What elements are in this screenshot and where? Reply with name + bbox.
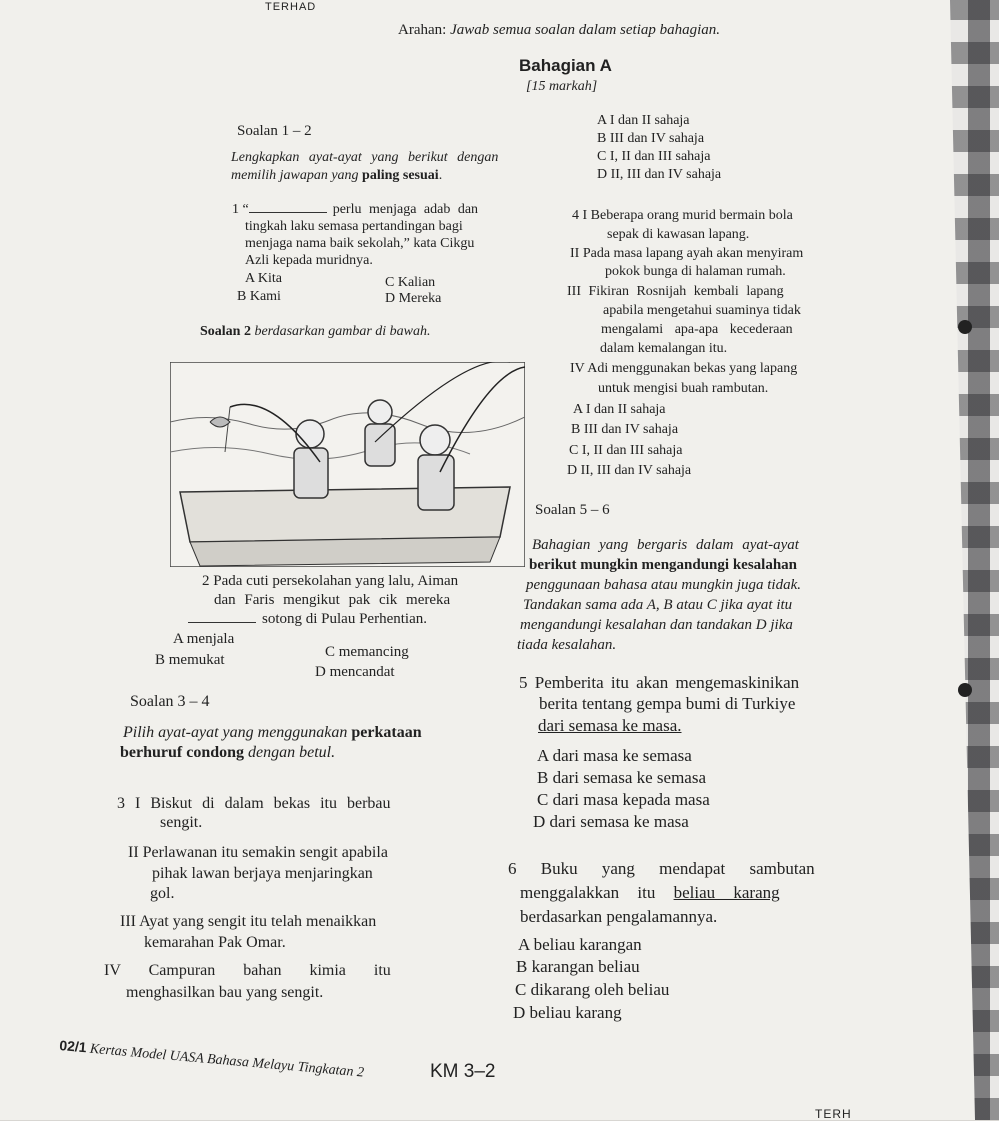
q4-statement-1: 4 I Beberapa orang murid bermain bola: [572, 208, 793, 223]
q5-line3-underlined: dari semasa ke masa.: [538, 716, 682, 735]
q3-statement-3-cont: kemarahan Pak Omar.: [144, 934, 286, 951]
q1-option-d[interactable]: D Mereka: [385, 291, 442, 306]
q3-statement-4-cont: menghasilkan bau yang sengit.: [126, 984, 324, 1001]
soalan-5-6-line5: mengandungi kesalahan dan tandakan D jika: [520, 617, 793, 633]
section-title: Bahagian A: [519, 56, 612, 75]
soalan-5-6-heading: Soalan 5 – 6: [535, 502, 610, 518]
q2-option-d[interactable]: D mencandat: [315, 664, 395, 680]
q4-statement-2: II Pada masa lapang ayah akan menyiram: [570, 246, 804, 261]
top-option-b[interactable]: B III dan IV sahaja: [597, 131, 705, 146]
q1-line4: Azli kepada muridnya.: [245, 253, 373, 268]
q4-statement-3-cont: apabila mengetahui suaminya tidak: [603, 303, 801, 318]
soalan-5-6-line3: penggunaan bahasa atau mungkin juga tidak.: [526, 577, 801, 593]
q3-statement-3: III Ayat yang sengit itu telah menaikkan: [120, 913, 377, 930]
q1-line1: 1 “ perlu menjaga adab dan: [232, 202, 479, 217]
soalan-5-6-line1: Bahagian yang bergaris dalam ayat-ayat: [532, 537, 799, 553]
soalan-3-4-instruction-line1: Pilih ayat-ayat yang menggunakan perkataan: [123, 724, 422, 741]
soalan-5-6-line2: berikut mungkin mengandungi kesalahan: [529, 557, 798, 573]
q4-statement-4-cont: untuk mengisi buah rambutan.: [598, 381, 769, 396]
restricted-label-bottom: TERH: [815, 1107, 852, 1121]
instruction: Arahan: Jawab semua soalan dalam setiap bahagian.: [398, 22, 721, 38]
q3-statement-1: 3 I Biskut di dalam bekas itu berbau: [117, 795, 391, 812]
q6-option-a[interactable]: A beliau karangan: [518, 935, 642, 954]
q4-option-b[interactable]: B III dan IV sahaja: [571, 422, 679, 437]
q5-option-d[interactable]: D dari semasa ke masa: [533, 812, 689, 831]
q6-option-b[interactable]: B karangan beliau: [516, 957, 640, 976]
q5-option-a[interactable]: A dari masa ke semasa: [537, 746, 692, 765]
q1-line2: tingkah laku semasa pertandingan bagi: [245, 219, 463, 234]
q2-line3: sotong di Pulau Perhentian.: [188, 612, 427, 627]
q4-statement-3: III Fikiran Rosnijah kembali lapang: [567, 284, 784, 299]
q3-statement-2-cont: pihak lawan berjaya menjaringkan: [152, 865, 373, 882]
soalan-1-2-instruction-line1: Lengkapkan ayat-ayat yang berikut dengan: [231, 150, 499, 165]
soalan-3-4-instruction-line2: berhuruf condong dengan betul.: [120, 744, 336, 761]
q4-statement-2-cont: pokok bunga di halaman rumah.: [605, 264, 786, 279]
q4-statement-3-cont3: dalam kemalangan itu.: [600, 341, 728, 356]
soalan-5-6-line4: Tandakan sama ada A, B atau C jika ayat itu: [523, 597, 793, 613]
q4-option-c[interactable]: C I, II dan III sahaja: [569, 443, 683, 458]
q6-line3: berdasarkan pengalamannya.: [520, 907, 718, 926]
binder-hole: [958, 683, 972, 697]
q5-option-b[interactable]: B dari semasa ke semasa: [537, 768, 706, 787]
q5-line2: berita tentang gempa bumi di Turkiye: [539, 694, 796, 713]
q6-option-d[interactable]: D beliau karang: [513, 1003, 622, 1022]
q3-statement-4: IV Campuran bahan kimia itu: [104, 962, 391, 979]
binder-hole: [958, 320, 972, 334]
top-option-d[interactable]: D II, III dan IV sahaja: [597, 167, 722, 182]
q2-option-b[interactable]: B memukat: [155, 652, 225, 668]
q2-line1: 2 Pada cuti persekolahan yang lalu, Aiman: [202, 573, 459, 589]
soalan-1-2-instruction-line2: memilih jawapan yang paling sesuai.: [231, 168, 443, 183]
soalan-3-4-heading: Soalan 3 – 4: [130, 693, 210, 710]
q5-option-c[interactable]: C dari masa kepada masa: [537, 790, 710, 809]
marks-label: [15 markah]: [526, 79, 598, 94]
q4-statement-3-cont2: mengalami apa-apa kecederaan: [601, 322, 793, 337]
q6-line1: 6 Buku yang mendapat sambutan: [508, 859, 815, 878]
q4-option-d[interactable]: D II, III dan IV sahaja: [567, 463, 692, 478]
q5-line1: 5 Pemberita itu akan mengemaskinikan: [519, 673, 800, 692]
q1-option-c[interactable]: C Kalian: [385, 275, 436, 290]
soalan-2-intro: Soalan 2 berdasarkan gambar di bawah.: [200, 324, 431, 339]
q4-option-a[interactable]: A I dan II sahaja: [573, 402, 666, 417]
page-number: KM 3–2: [430, 1061, 496, 1082]
q4-statement-1-cont: sepak di kawasan lapang.: [607, 227, 750, 242]
q2-line2: dan Faris mengikut pak cik mereka: [214, 592, 451, 608]
q1-option-a[interactable]: A Kita: [245, 271, 282, 286]
q6-line2: menggalakkan itu beliau karang: [520, 883, 780, 902]
q4-statement-4: IV Adi menggunakan bekas yang lapang: [570, 361, 798, 376]
q3-statement-2-cont2: gol.: [150, 885, 175, 902]
top-option-a[interactable]: A I dan II sahaja: [597, 113, 690, 128]
top-option-c[interactable]: C I, II dan III sahaja: [597, 149, 711, 164]
q3-statement-1-cont: sengit.: [160, 814, 203, 831]
q3-statement-2: II Perlawanan itu semakin sengit apabila: [128, 844, 388, 861]
q2-option-a[interactable]: A menjala: [173, 631, 235, 647]
fishing-boat-illustration: [170, 362, 525, 567]
q6-option-c[interactable]: C dikarang oleh beliau: [515, 980, 670, 999]
q2-option-c[interactable]: C memancing: [325, 644, 409, 660]
restricted-label: TERHAD: [265, 1, 317, 13]
q1-line3: menjaga nama baik sekolah,” kata Cikgu: [245, 236, 475, 251]
q1-option-b[interactable]: B Kami: [237, 289, 281, 304]
soalan-1-2-heading: Soalan 1 – 2: [237, 123, 312, 139]
soalan-5-6-line6: tiada kesalahan.: [517, 637, 617, 653]
footer-book-title: 02/1 Kertas Model UASA Bahasa Melayu Tingkatan 2: [58, 1037, 365, 1081]
